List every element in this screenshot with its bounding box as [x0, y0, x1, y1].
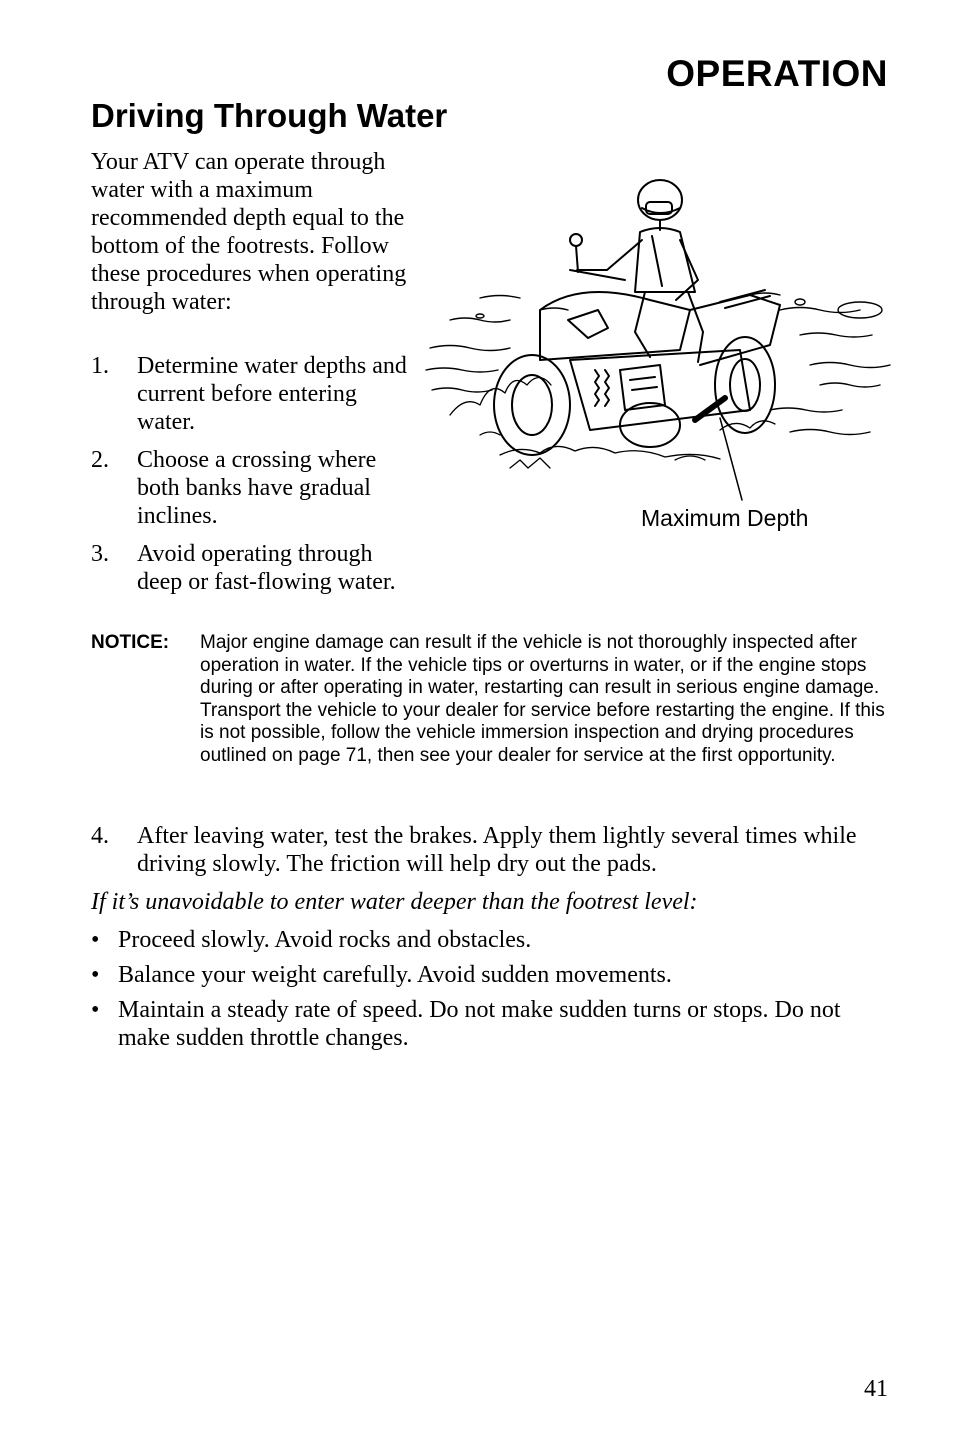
atv-water-illustration	[420, 170, 900, 540]
bullet-text: Balance your weight carefully. Avoid sudden movements.	[118, 962, 672, 988]
intro-paragraph: Your ATV can operate through water with a maximum recommended depth equal to the bottom of the footrests. Follow these procedures when operating through water:	[91, 149, 407, 315]
page-number: 41	[864, 1376, 888, 1402]
notice-label: NOTICE:	[91, 632, 170, 653]
step-text: After leaving water, test the brakes. Apply them lightly several times while driving slowly. The friction will help dry out the pads.	[137, 823, 857, 877]
step-number: 2.	[91, 447, 109, 473]
step-text: Determine water depths and current before entering water.	[137, 353, 407, 435]
water-ripples	[426, 293, 890, 435]
list-item	[91, 540, 411, 596]
procedure-list	[91, 352, 411, 606]
bullet-icon: •	[91, 962, 100, 988]
page-title: Driving Through Water	[91, 97, 448, 134]
notice-text: Major engine damage can result if the vehicle is not thoroughly inspected after operation in water. If the vehicle tips or overturns in water, or if the engine stops during or after operating in water, restarting can result in serious engine damage. Transport the vehicle to your dealer for service before restarting the engine. If this is not possible, follow the vehicle immersion inspection and drying procedures outlined on page 71, then see your dealer for service at the first opportunity.	[200, 632, 885, 766]
step-number: 1.	[91, 353, 109, 379]
leader-line	[720, 418, 742, 500]
bullet-text: Proceed slowly. Avoid rocks and obstacles.	[118, 927, 532, 953]
list-item	[91, 961, 891, 989]
atv-rider-drawing	[420, 170, 900, 540]
step-number: 4.	[91, 823, 109, 849]
condition-heading: If it’s unavoidable to enter water deeper than the footrest level:	[91, 889, 698, 915]
step-text: Avoid operating through deep or fast-flowing water.	[137, 541, 396, 595]
section-header: OPERATION	[666, 53, 888, 94]
notice-block	[91, 632, 891, 768]
figure-caption: Maximum Depth	[641, 505, 809, 531]
list-item	[91, 926, 891, 954]
list-item	[91, 352, 411, 436]
step-text: Choose a crossing where both banks have gradual inclines.	[137, 447, 377, 529]
step-number: 3.	[91, 541, 109, 567]
bullet-text: Maintain a steady rate of speed. Do not make sudden turns or stops. Do not make sudden throttle changes.	[118, 997, 841, 1051]
list-item	[91, 822, 891, 878]
deep-water-list	[91, 926, 891, 1059]
bullet-icon: •	[91, 927, 100, 953]
procedure-list-continued	[91, 822, 891, 888]
list-item	[91, 996, 891, 1052]
bullet-icon: •	[91, 997, 100, 1023]
list-item	[91, 446, 411, 530]
